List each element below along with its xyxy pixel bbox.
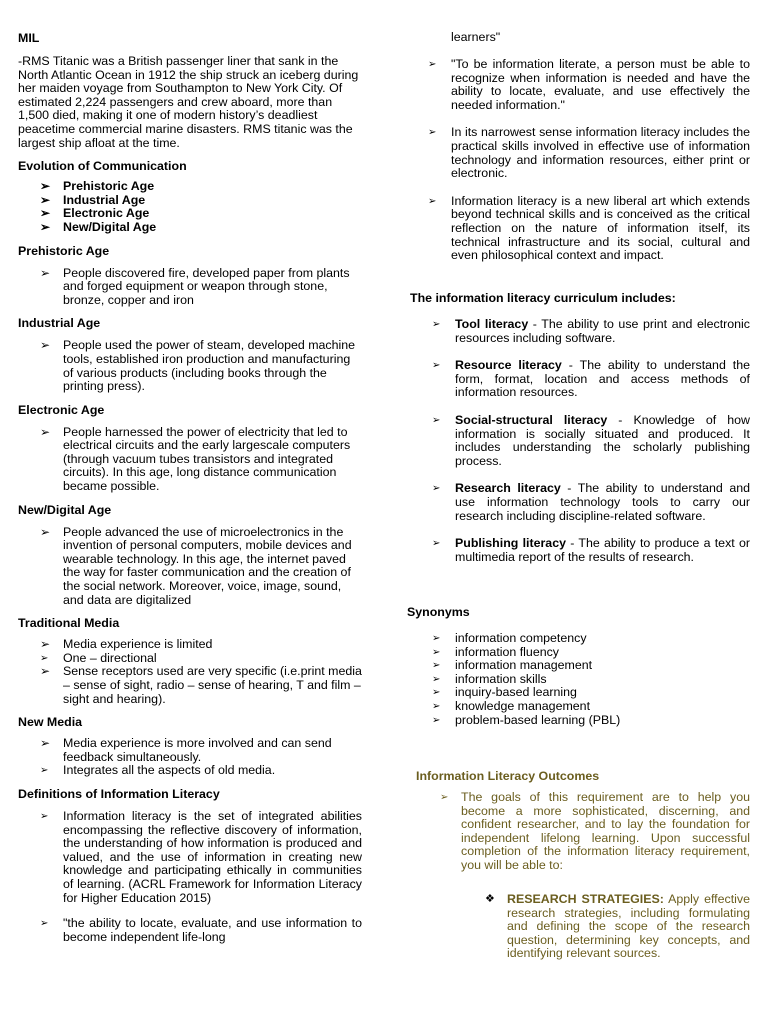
list-item: ➢ One – directional [40, 650, 157, 665]
arrow-bullet-icon: ➢ [432, 414, 441, 426]
list-item: ➢ New/Digital Age [40, 219, 157, 234]
arrow-bullet-icon: ➢ [432, 700, 441, 712]
arrow-bullet-icon: ➢ [432, 360, 441, 372]
new-media-list [40, 737, 362, 778]
arrow-bullet-icon: ➢ [40, 219, 51, 234]
list-item: ➢ Media experience is more involved and can send feedback simultaneously. [40, 736, 332, 764]
arrow-bullet-icon: ➢ [40, 664, 51, 679]
arrow-bullet-icon: ➢ [428, 195, 437, 207]
traditional-media-heading: Traditional Media [18, 616, 120, 631]
list-item: ➢ information management [432, 658, 593, 673]
arrow-bullet-icon: ➢ [40, 765, 49, 777]
list-item: ❖ RESEARCH STRATEGIES: Apply effective research strategies, including formulating and defining the scope of the research question, determining key concepts, and identifying relevant sources. [485, 892, 750, 961]
list-item: ➢ Sense receptors used are very specific (i.e.print media – sense of sight, radio – sense of hearing, T and film – sight and hearing). [40, 664, 362, 706]
arrow-bullet-icon: ➢ [432, 673, 441, 685]
arrow-bullet-icon: ➢ [40, 918, 49, 930]
arrow-bullet-icon: ➢ [40, 810, 49, 822]
list-item: ➢ "To be information literate, a person must be able to recognize when information is needed and have the ability to locate, evaluate, and use effectively the needed information." [428, 57, 750, 112]
arrow-bullet-icon: ➢ [40, 637, 51, 652]
list-item: ➢ Tool literacy - The ability to use print and electronic resources including software. [432, 317, 750, 345]
arrow-bullet-icon: ➢ [40, 424, 51, 439]
arrow-bullet-icon: ➢ [40, 265, 51, 280]
arrow-bullet-icon: ➢ [40, 192, 51, 207]
arrow-bullet-icon: ➢ [432, 319, 441, 330]
list-item: ➢ People discovered fire, developed paper from plants and forged equipment or weapon through stone, bronze, copper and iron [40, 265, 350, 307]
prehistoric-list [40, 267, 362, 308]
list-item: ➢ Resource literacy - The ability to understand the form, format, location and access methods of information resources. [432, 358, 751, 400]
arrow-bullet-icon: ➢ [432, 687, 441, 699]
industrial-heading: Industrial Age [18, 316, 101, 331]
arrow-bullet-icon: ➢ [432, 538, 441, 550]
list-item: ➢ information competency [432, 631, 587, 645]
prehistoric-heading: Prehistoric Age [18, 243, 110, 258]
list-item: ➢ "the ability to locate, evaluate, and use information to become independent life-long [40, 916, 362, 944]
arrow-bullet-icon: ➢ [40, 736, 51, 751]
evolution-heading: Evolution of Communication [18, 159, 187, 174]
list-item: ➢ People used the power of steam, developed machine tools, established iron production and manufacturing of various products (including books through the printing press). [40, 338, 356, 394]
definitions-list-continued [428, 58, 750, 263]
arrow-bullet-icon: ➢ [40, 206, 51, 221]
list-item: ➢ The goals of this requirement are to help you become a more sophisticated, discerning, and confident researcher, and to lay the foundation for independent lifelong learning. Upon successful completion of the information literacy requirement, you will be able to: [440, 790, 750, 872]
arrow-bullet-icon: ➢ [40, 338, 51, 353]
mil-title: MIL [18, 31, 40, 45]
definitions-heading: Definitions of Information Literacy [18, 786, 220, 801]
outcomes-list [440, 791, 750, 873]
synonyms-list [432, 632, 750, 727]
evolution-list [40, 180, 362, 234]
arrow-bullet-icon: ➢ [40, 652, 49, 664]
list-item: ➢ Social-structural literacy - Knowledge of how information is socially situated and produced. It includes understanding the scholarly publishing process. [432, 412, 750, 468]
electronic-heading: Electronic Age [18, 402, 105, 417]
outcomes-heading: Information Literacy Outcomes [416, 769, 600, 783]
list-item: ➢ inquiry-based learning [432, 685, 577, 700]
list-item: ➢ Prehistoric Age [40, 179, 155, 194]
list-item: ➢ Publishing literacy - The ability to produce a text or multimedia report of the results of research. [432, 536, 750, 564]
list-item: ➢ People harnessed the power of electricity that led to electrical circuits and the early largescale computers (through vacuum tubes transistors and integrated circuits). In this age, long distance communication became possible. [40, 424, 351, 494]
list-item: ➢ problem-based learning (PBL) [432, 712, 621, 727]
definitions-list [40, 810, 362, 944]
arrow-bullet-icon: ➢ [40, 524, 51, 539]
digital-list [40, 526, 362, 608]
arrow-bullet-icon: ➢ [432, 646, 441, 658]
arrow-bullet-icon: ➢ [40, 179, 51, 194]
list-item: ➢ Information literacy is a new liberal art which extends beyond technical skills and is conceived as the critical reflection on the nature of information itself, its technical infrastructure and its social, cultural and even philosophical context and impact. [428, 193, 750, 263]
electronic-list [40, 426, 362, 494]
arrow-bullet-icon: ➢ [432, 660, 441, 672]
arrow-bullet-icon: ➢ [432, 714, 441, 726]
list-item: ➢ Research literacy - The ability to understand and use information technology tools to carry our research including discipline-related software. [432, 481, 750, 523]
titanic-paragraph: -RMS Titanic was a British passenger liner that sank in the North Atlantic Ocean in 1912 the ship struck an iceberg during her maiden voyage from Southampton to New York City. Of estimated 2,224 passengers and crew aboard, more than 1,500 died, making it one of modern history’s deadliest peacetime commercial marine disasters. RMS titanic was the largest ship afloat at the time. [18, 54, 359, 150]
arrow-bullet-icon: ➢ [432, 483, 441, 495]
list-item: ➢ People advanced the use of microelectronics in the invention of personal computers, mobile devices and wearable technology. In this age, the internet paved the way for faster communication and the creation of the social network. Moreover, voice, image, sound, and data are digitalized [40, 524, 352, 607]
arrow-bullet-icon: ➢ [440, 792, 449, 803]
arrow-bullet-icon: ➢ [432, 633, 441, 644]
continuation-text: learners" [451, 30, 501, 44]
industrial-list [40, 339, 362, 393]
digital-heading: New/Digital Age [18, 502, 112, 517]
strategies-list [485, 893, 750, 961]
list-item: ➢ Electronic Age [40, 206, 150, 221]
curriculum-list [432, 318, 750, 564]
list-item: ➢ knowledge management [432, 698, 591, 713]
list-item: ➢ Media experience is limited [40, 637, 213, 652]
list-item: ➢ In its narrowest sense information literacy includes the practical skills involved in effective use of information technology and information resources, either print or electronic. [428, 125, 750, 181]
new-media-heading: New Media [18, 715, 83, 730]
arrow-bullet-icon: ➢ [428, 59, 437, 70]
list-item: ➢ Industrial Age [40, 192, 146, 207]
diamond-bullet-icon: ❖ [485, 893, 495, 905]
arrow-bullet-icon: ➢ [428, 127, 437, 139]
curriculum-heading: The information literacy curriculum includes: [410, 291, 676, 305]
list-item: ➢ information fluency [432, 644, 559, 659]
left-column [18, 31, 362, 944]
list-item: ➢ Information literacy is the set of integrated abilities encompassing the reflective discovery of information, the understanding of how information is produced and valued, and the use of information in creating new knowledge and participating ethically in communities of learning. (ACRL Framework for Information Literacy for Higher Education 2015) [40, 808, 362, 905]
list-item: ➢ information skills [432, 671, 547, 686]
traditional-media-list [40, 638, 362, 706]
synonyms-heading: Synonyms [407, 605, 470, 619]
list-item: ➢ Integrates all the aspects of old media. [40, 763, 276, 778]
